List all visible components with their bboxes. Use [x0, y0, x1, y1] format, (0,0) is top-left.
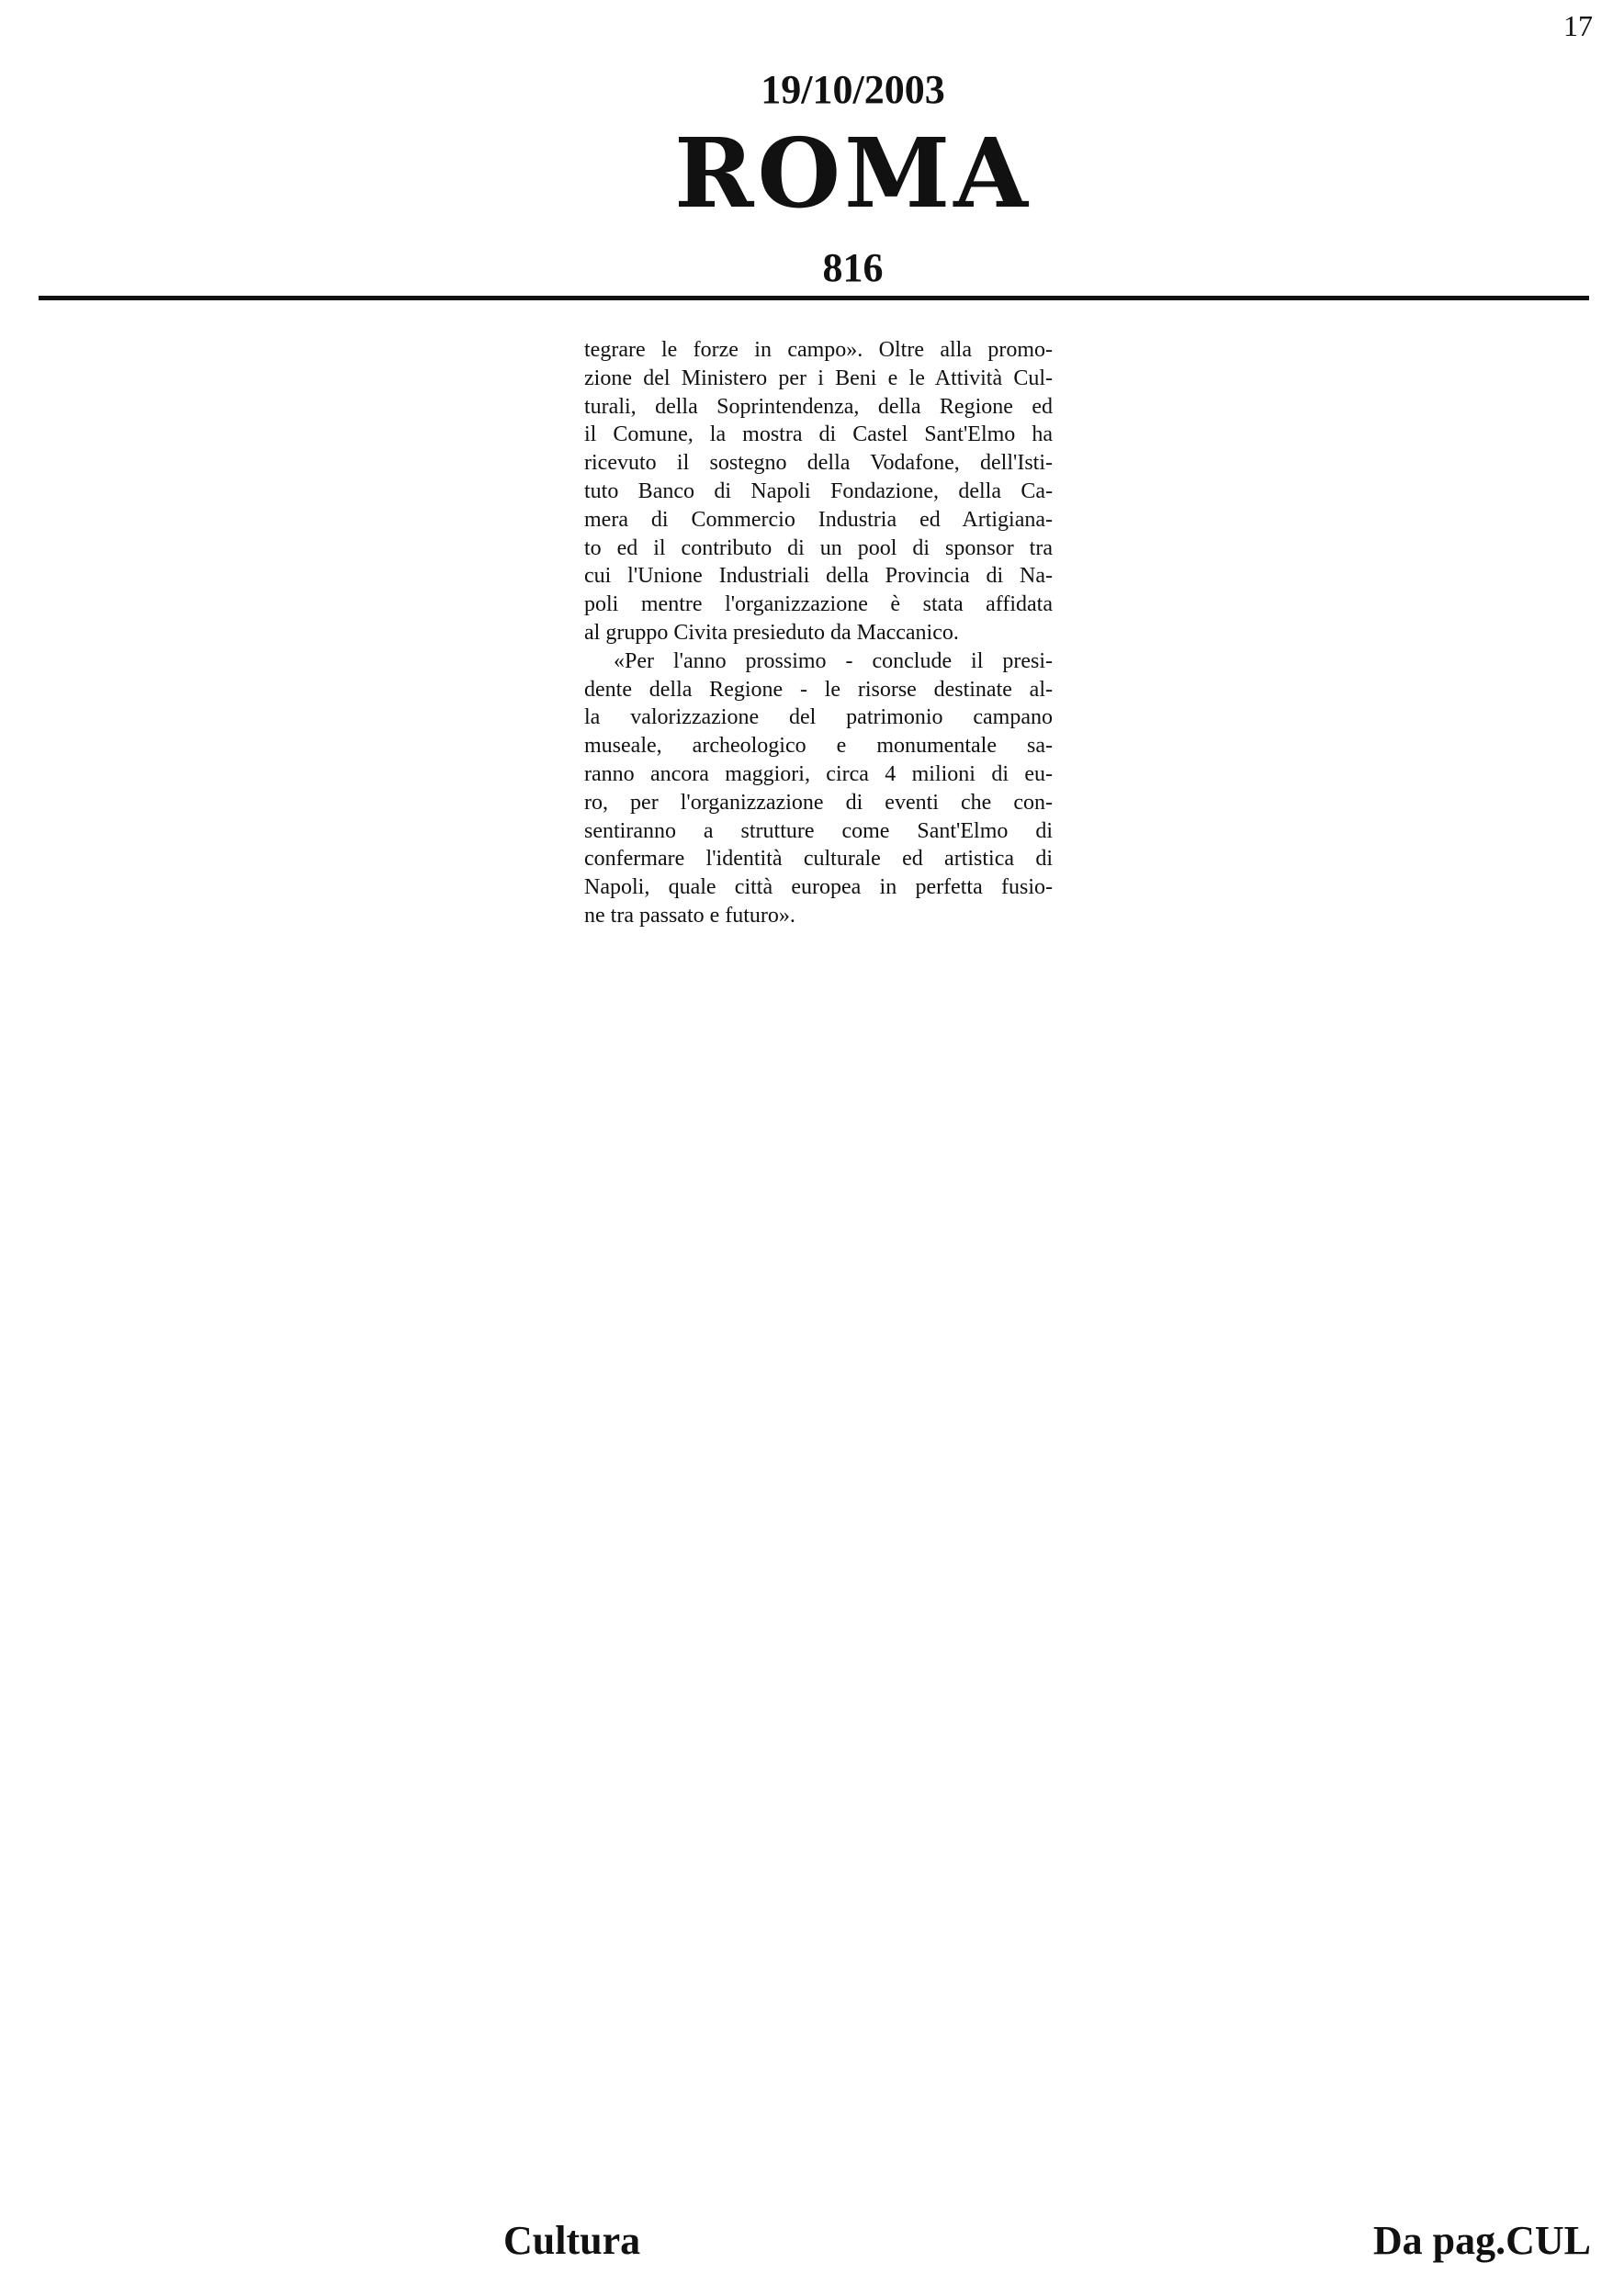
article-line: ranno ancora maggiori, circa 4 milioni di eu-	[584, 761, 1053, 786]
article-line: confermare l'identità culturale ed artistica di	[584, 847, 1053, 872]
article-line: mera di Commercio Industria ed Artigiana-	[584, 507, 1053, 532]
article-code: 816	[822, 245, 884, 290]
article-line: «Per l'anno prossimo - conclude il presi-	[614, 648, 1053, 673]
article-line: il Comune, la mostra di Castel Sant'Elmo ha	[584, 422, 1053, 447]
article-line: sentiranno a strutture come Sant'Elmo di	[584, 818, 1053, 843]
article-line: poli mentre l'organizzazione è stata affidata	[584, 592, 1053, 617]
newspaper-name: ROMA	[674, 117, 1032, 230]
section-label: Cultura	[503, 2218, 641, 2263]
article-line: tuto Banco di Napoli Fondazione, della Ca-	[584, 478, 1053, 503]
article-line: la valorizzazione del patrimonio campano	[584, 705, 1053, 730]
article-text	[584, 336, 1053, 930]
header-divider	[39, 296, 1589, 300]
page-number: 17	[1563, 9, 1593, 42]
article-line: cui l'Unione Industriali della Provincia di Na-	[584, 564, 1053, 589]
article-line: tegrare le forze in campo». Oltre alla promo-	[584, 338, 1053, 362]
article-line: al gruppo Civita presieduto da Maccanico.	[584, 620, 959, 645]
article-line: turali, della Soprintendenza, della Regione ed	[584, 394, 1053, 419]
article-line: ro, per l'organizzazione di eventi che con-	[584, 790, 1053, 815]
article-line: dente della Regione - le risorse destinate al-	[584, 677, 1053, 702]
article-line: Napoli, quale città europea in perfetta fusio-	[584, 875, 1053, 900]
article-line: ricevuto il sostegno della Vodafone, dell'Isti-	[584, 451, 1053, 476]
article-line: museale, archeologico e monumentale sa-	[584, 734, 1053, 759]
article-line: to ed il contributo di un pool di sponsor tra	[584, 535, 1053, 560]
publication-date: 19/10/2003	[761, 67, 945, 112]
source-page-label: Da pag.CUL	[1372, 2218, 1591, 2263]
article-line: zione del Ministero per i Beni e le Attività Cul-	[584, 366, 1053, 390]
article-line: ne tra passato e futuro».	[584, 903, 795, 928]
